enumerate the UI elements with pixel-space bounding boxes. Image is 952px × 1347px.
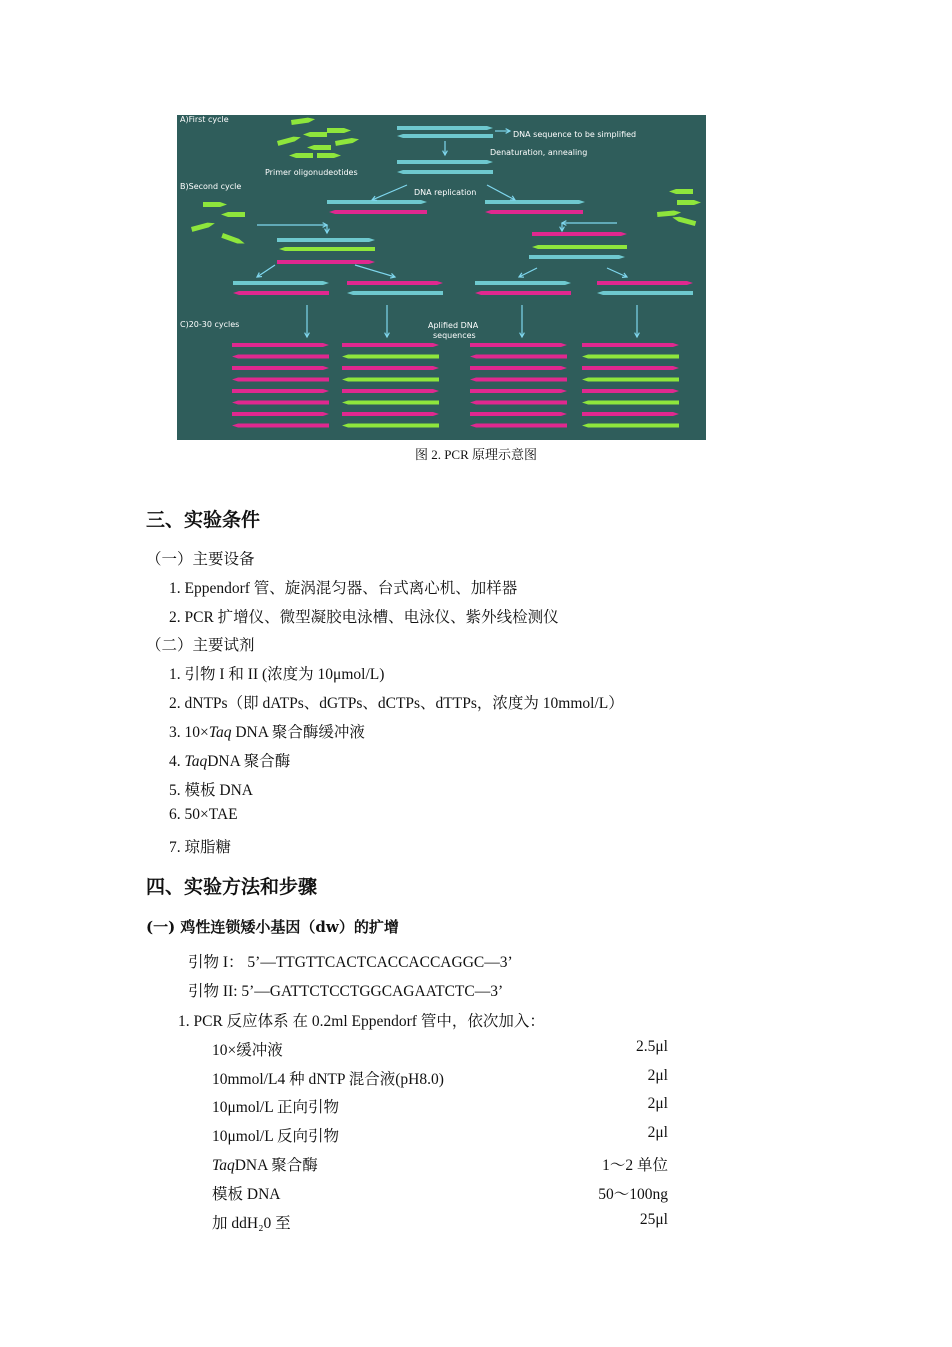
amplified-strand	[232, 355, 329, 359]
amplified-strand	[470, 378, 567, 382]
reagent-item-3: 3. 10×Taq DNA 聚合酶缓冲液	[169, 724, 365, 741]
denatured-strand	[397, 170, 493, 174]
amplified-strand	[232, 412, 329, 416]
strand	[347, 291, 443, 295]
amplified-strand	[582, 424, 679, 428]
label-primer: Primer oligonudeotides	[265, 168, 358, 177]
label-first-cycle: A)First cycle	[180, 115, 229, 124]
recipe-label-6: 模板 DNA	[212, 1186, 281, 1203]
recipe-label-7: 加 ddH₂0 至	[212, 1215, 291, 1232]
amplified-strand	[232, 366, 329, 370]
amplified-strand	[470, 366, 567, 370]
label-20-30-cycles: C)20-30 cycles	[180, 320, 240, 329]
amplified-strand	[232, 401, 329, 405]
amplified-strand	[582, 401, 679, 405]
new-strand	[532, 232, 627, 236]
template-strand	[277, 238, 375, 242]
reagent-item-5: 5. 模板 DNA	[169, 782, 253, 799]
reagent-item-4: 4. TaqDNA 聚合酶	[169, 753, 291, 770]
figure-caption: 图 2. PCR 原理示意图	[414, 447, 538, 462]
amplified-strand	[582, 366, 679, 370]
flow-arrow	[487, 185, 515, 200]
reagent-item-6: 6. 50×TAE	[169, 806, 238, 823]
amplified-strand	[582, 378, 679, 382]
primer-2: 引物 II: 5’—GATTCTCCTGGCAGAATCTC—3’	[188, 983, 504, 1000]
equipment-item-1: 1. Eppendorf 管、旋涡混匀器、台式离心机、加样器	[169, 580, 518, 597]
primer-strand	[335, 137, 360, 146]
pcr-diagram-svg	[177, 115, 706, 440]
template-strand	[397, 126, 493, 130]
primer-strand	[532, 245, 627, 249]
amplified-strand	[232, 343, 329, 347]
amplified-strand	[342, 343, 439, 347]
step-1: 1. PCR 反应体系 在 0.2ml Eppendorf 管中，依次加入：	[178, 1013, 545, 1030]
template-strand	[327, 200, 427, 204]
recipe-label-5: TaqDNA 聚合酶	[212, 1157, 318, 1174]
label-second-cycle: B)Second cycle	[180, 182, 242, 191]
primer-strand	[291, 117, 315, 125]
amplified-strand	[342, 389, 439, 393]
primer-strand	[669, 189, 693, 194]
strand	[475, 281, 571, 285]
strand	[597, 291, 693, 295]
amplified-strand	[342, 412, 439, 416]
equipment-item-2: 2. PCR 扩增仪、微型凝胶电泳槽、电泳仪、紫外线检测仪	[169, 609, 559, 626]
template-strand	[485, 200, 585, 204]
recipe-label-1: 10×缓冲液	[212, 1042, 283, 1059]
primer-strand	[221, 212, 245, 217]
primer-strand	[307, 145, 331, 150]
primer-strand	[277, 135, 301, 146]
amplified-strand	[582, 412, 679, 416]
recipe-value-7: 25μl	[639, 1211, 668, 1228]
primer-strand	[203, 202, 227, 207]
template-strand	[529, 255, 625, 259]
amplified-strand	[232, 378, 329, 382]
amplified-strand	[582, 355, 679, 359]
section4-subheading: (一) 鸡性连锁矮小基因（dw）的扩增	[146, 918, 399, 936]
strand	[233, 291, 329, 295]
flow-arrow	[607, 268, 627, 277]
amplified-strand	[342, 401, 439, 405]
label-replication: DNA replication	[414, 188, 477, 197]
primer-strand	[289, 153, 313, 158]
label-amplified-2: sequences	[433, 331, 476, 340]
recipe-label-4: 10μmol/L 反向引物	[212, 1128, 339, 1145]
amplified-strand	[470, 424, 567, 428]
flow-arrow	[355, 265, 395, 277]
section3-heading: 三、实验条件	[146, 509, 261, 531]
amplified-strand	[342, 378, 439, 382]
recipe-value-1: 2.5μl	[636, 1038, 668, 1055]
template-strand	[397, 134, 493, 138]
primer-strand	[317, 153, 341, 158]
strand	[347, 281, 443, 285]
reagent-item-1: 1. 引物 I 和 II (浓度为 10μmol/L)	[169, 666, 385, 683]
label-denaturation: Denaturation, annealing	[490, 148, 588, 157]
primer-1: 引物 I： 5’—TTGTTCACTCACCACCAGGC—3’	[188, 954, 513, 971]
new-strand	[485, 210, 583, 214]
reagent-item-2: 2. dNTPs（即 dATPs、dGTPs、dCTPs、dTTPs，浓度为 10mmol/L）	[169, 695, 624, 712]
recipe-label-3: 10μmol/L 正向引物	[212, 1099, 339, 1116]
primer-strand	[672, 215, 696, 226]
recipe-value-2: 2μl	[647, 1067, 668, 1084]
primer-strand	[303, 132, 327, 137]
flow-arrow	[519, 268, 537, 277]
amplified-strand	[470, 343, 567, 347]
recipe-value-6: 50～100ng	[598, 1186, 668, 1203]
new-strand	[277, 260, 375, 264]
strand	[475, 291, 571, 295]
amplified-strand	[582, 343, 679, 347]
amplified-strand	[582, 389, 679, 393]
pcr-diagram	[177, 115, 706, 440]
primer-strand	[327, 128, 351, 133]
amplified-strand	[342, 355, 439, 359]
primer-strand	[657, 210, 681, 217]
amplified-strand	[232, 424, 329, 428]
strand	[597, 281, 693, 285]
new-strand	[329, 210, 427, 214]
primer-strand	[279, 247, 375, 251]
amplified-strand	[470, 401, 567, 405]
amplified-strand	[470, 412, 567, 416]
equipment-subheading: （一）主要设备	[146, 551, 255, 568]
flow-arrow	[372, 185, 407, 200]
recipe-value-4: 2μl	[647, 1124, 668, 1141]
reagent-item-7: 7. 琼脂糖	[169, 839, 232, 856]
amplified-strand	[342, 366, 439, 370]
amplified-strand	[470, 355, 567, 359]
primer-strand	[221, 233, 245, 246]
amplified-strand	[232, 389, 329, 393]
label-amplified-1: Aplified DNA	[428, 321, 479, 330]
strand	[233, 281, 329, 285]
flow-arrow	[257, 265, 275, 277]
recipe-value-5: 1～2 单位	[602, 1157, 668, 1174]
recipe-label-2: 10mmol/L4 种 dNTP 混合液(pH8.0)	[212, 1071, 444, 1088]
denatured-strand	[397, 160, 493, 164]
section4-heading: 四、实验方法和步骤	[146, 876, 318, 898]
amplified-strand	[342, 424, 439, 428]
reagents-subheading: （二）主要试剂	[146, 637, 255, 654]
amplified-strand	[470, 389, 567, 393]
recipe-value-3: 2μl	[647, 1095, 668, 1112]
primer-strand	[191, 221, 215, 232]
label-dna-sequence: DNA sequence to be simplified	[513, 130, 637, 139]
primer-strand	[677, 200, 701, 205]
